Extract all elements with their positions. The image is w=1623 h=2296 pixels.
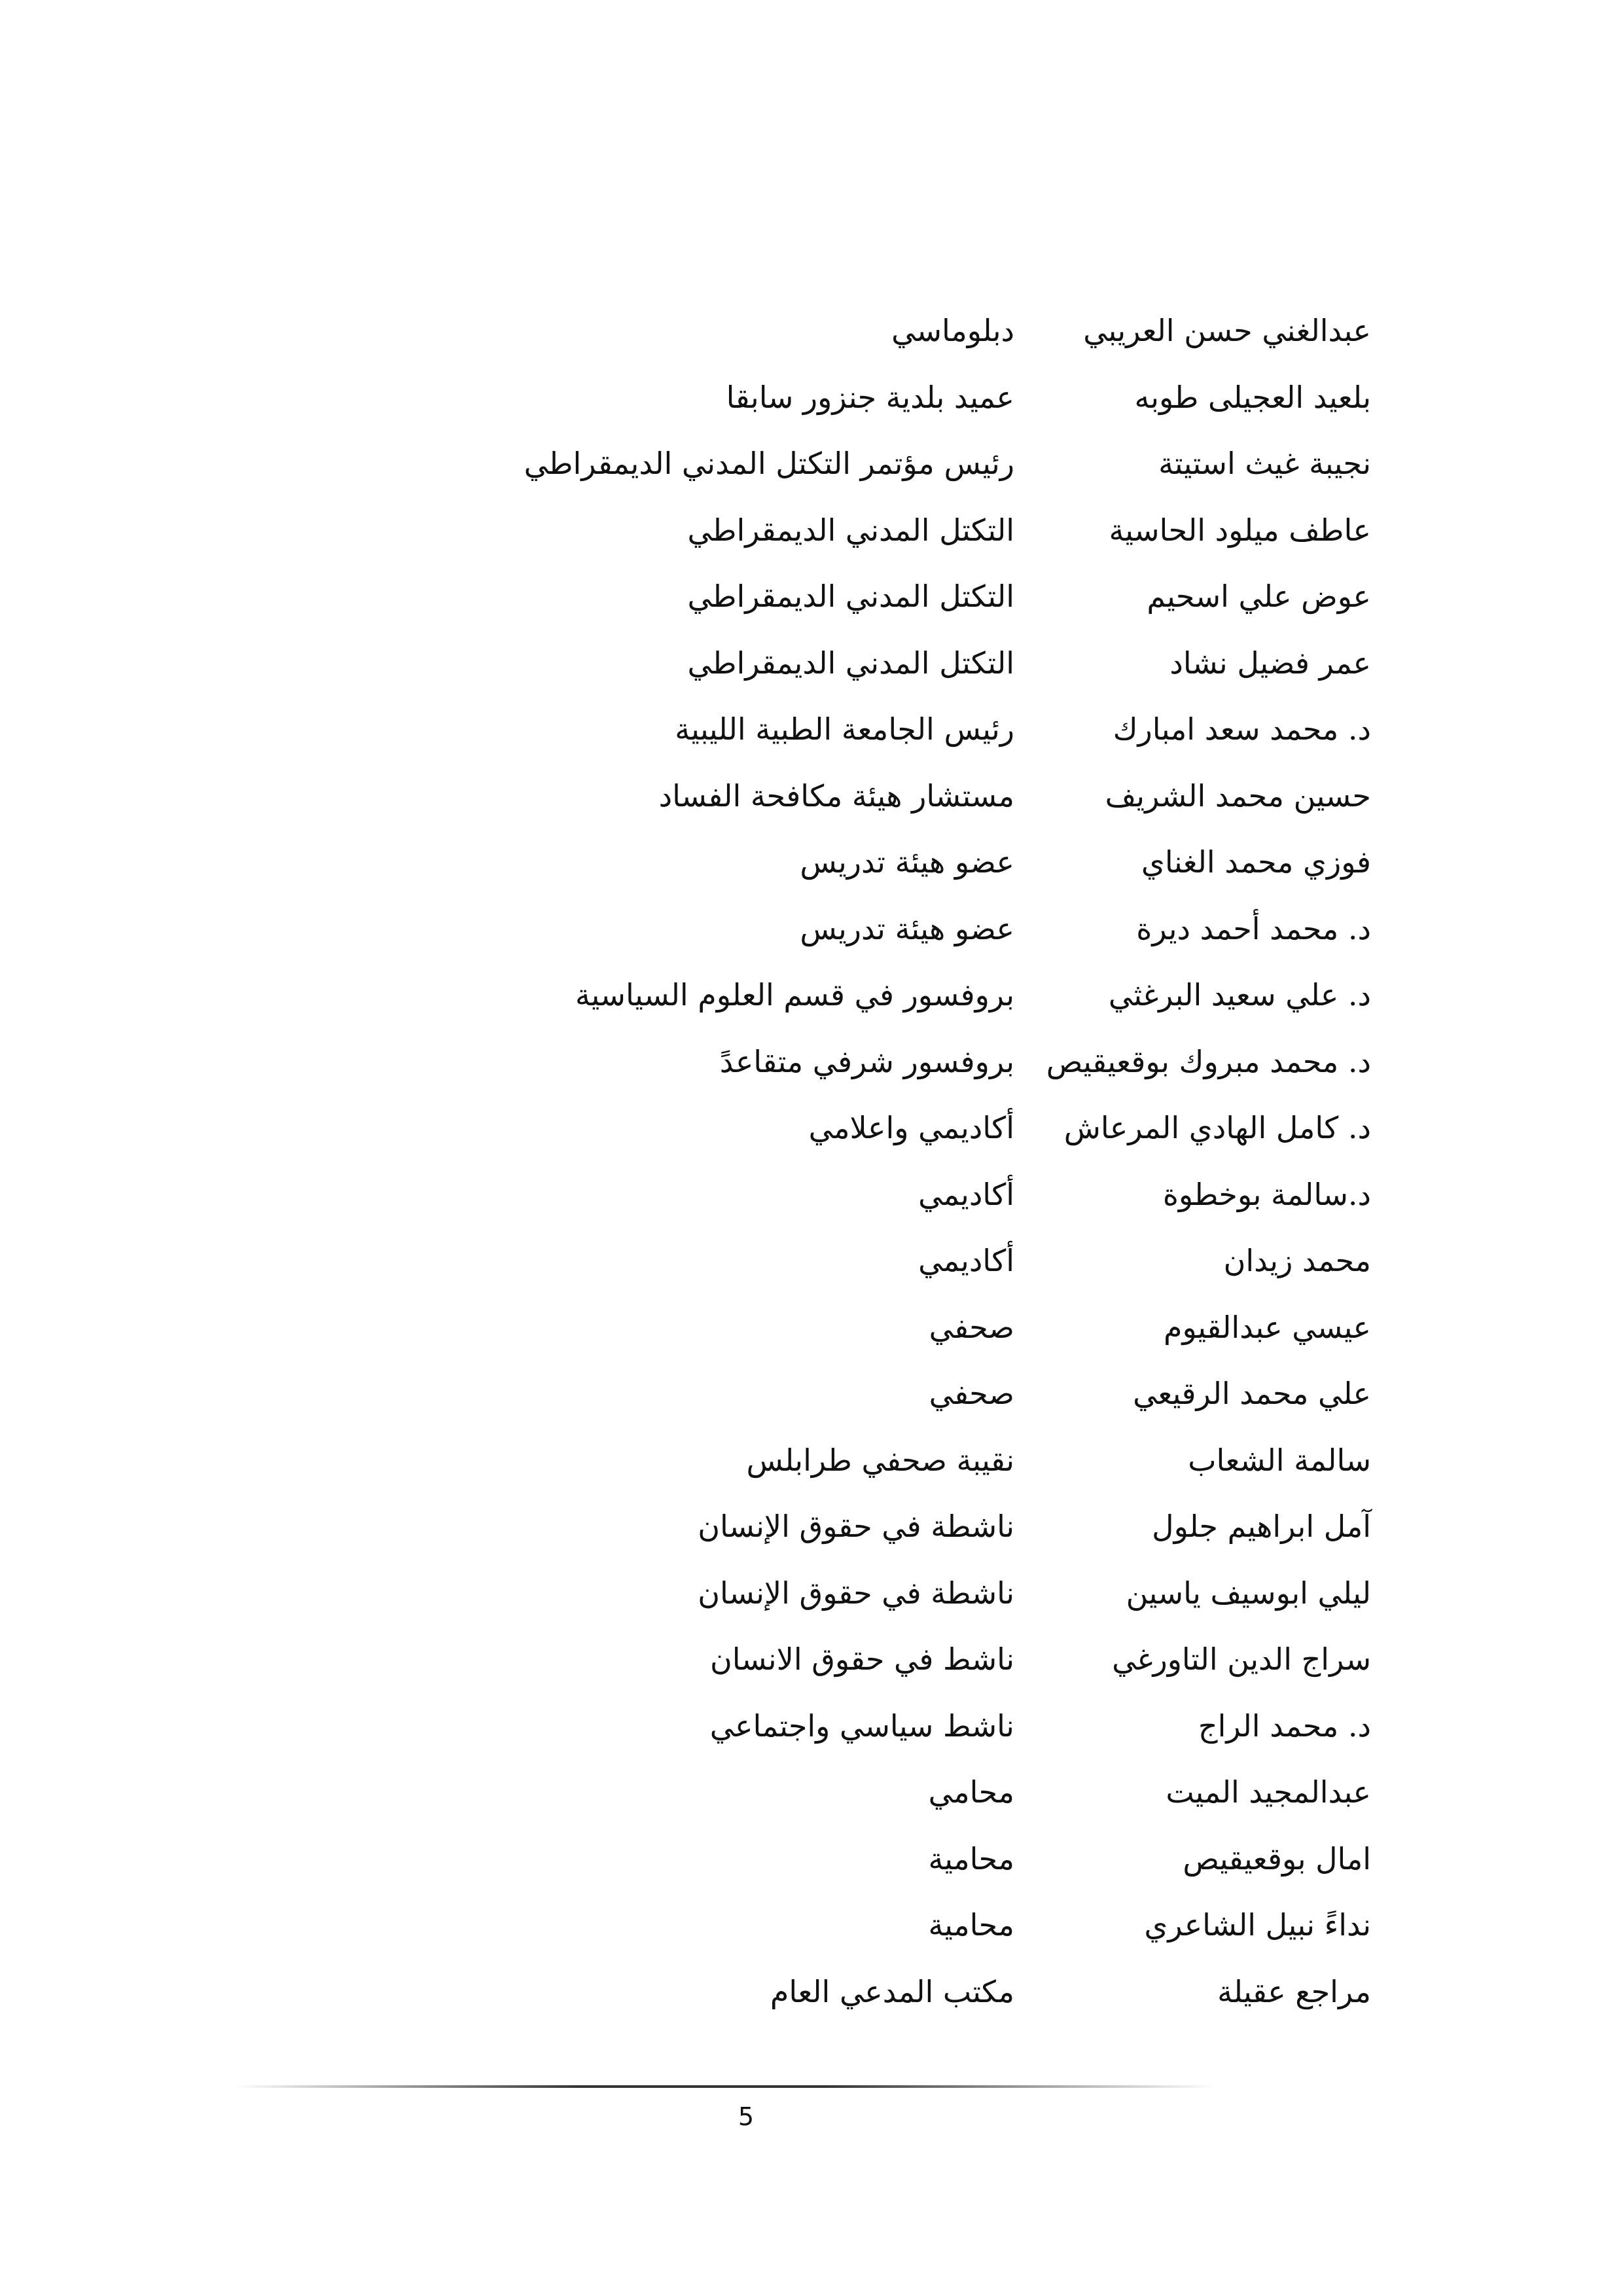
signatory-role: ناشط في حقوق الانسان [709,1641,1014,1677]
signatory-role: أكاديمي [918,1243,1014,1278]
signatory-name: عيسي عبدالقيوم [1164,1309,1371,1345]
signatory-name: امال بوقعيقيص [1183,1840,1371,1876]
signatory-name: مراجع عقيلة [1217,1973,1371,2009]
list-item [0,1636,1623,1703]
signatory-role: عميد بلدية جنزور سابقا [726,379,1014,415]
list-item [0,839,1623,906]
signatory-role: رئيس الجامعة الطبية الليبية [675,711,1014,747]
signatory-role: محامية [928,1907,1014,1943]
signatory-role: بروفسور في قسم العلوم السياسية [575,977,1014,1013]
list-item [0,573,1623,640]
signatory-role: التكتل المدني الديمقراطي [687,579,1014,614]
signatory-name: د. كامل الهادي المرعاش [1063,1110,1371,1145]
list-item [0,1238,1623,1304]
signatory-name: عبدالغني حسن العريبي [1083,313,1371,348]
signatory-name: سراج الدين التاورغي [1112,1641,1371,1677]
signatory-role: صحفي [929,1309,1014,1345]
list-item [0,374,1623,441]
signatory-role: صحفي [929,1376,1014,1411]
signatory-name: د.سالمة بوخطوة [1162,1176,1371,1212]
signatory-name: آمل ابراهيم جلول [1152,1509,1371,1544]
list-item [0,507,1623,574]
signatory-name: علي محمد الرقيعي [1133,1376,1371,1411]
signatory-role: مستشار هيئة مكافحة الفساد [658,778,1014,814]
list-item [0,1304,1623,1371]
list-item [0,440,1623,507]
list-item [0,1570,1623,1637]
signatory-role: بروفسور شرفي متقاعدً [719,1043,1014,1079]
signatory-name: عاطف ميلود الحاسية [1109,512,1371,548]
list-item [0,1503,1623,1570]
page-number: 5 [738,2102,755,2131]
list-item [0,1437,1623,1504]
signatory-role: عضو هيئة تدريس [800,844,1014,880]
list-item [0,906,1623,973]
signatory-role: ناشط سياسي واجتماعي [709,1708,1014,1744]
signatory-role: أكاديمي واعلامي [808,1110,1014,1145]
list-item [0,773,1623,840]
signatory-name: د. محمد الراج [1198,1708,1371,1744]
list-item [0,1172,1623,1238]
list-item [0,1703,1623,1770]
list-item [0,1769,1623,1836]
list-item [0,1902,1623,1969]
signatory-name: د. محمد سعد امبارك [1113,711,1371,747]
signatory-role: التكتل المدني الديمقراطي [687,512,1014,548]
signatory-role: التكتل المدني الديمقراطي [687,645,1014,681]
list-item [0,1371,1623,1437]
signatory-name: حسين محمد الشريف [1105,778,1371,814]
signatory-role: محامية [928,1840,1014,1876]
signatory-name: عوض علي اسحيم [1147,579,1371,614]
list-item [0,640,1623,707]
list-item [0,706,1623,773]
list-item [0,1105,1623,1172]
signatory-role: نقيبة صحفي طرابلس [746,1442,1014,1478]
signatory-role: ناشطة في حقوق الإنسان [698,1509,1014,1544]
signatory-name: نجيبة غيث استيتة [1158,446,1371,481]
signatory-name: ليلي ابوسيف ياسين [1126,1575,1371,1611]
signatory-role: عضو هيئة تدريس [800,910,1014,946]
signatory-role: دبلوماسي [891,313,1014,348]
signatory-role: ناشطة في حقوق الإنسان [698,1575,1014,1611]
list-item [0,308,1623,374]
signatory-name: د. محمد أحمد ديرة [1136,910,1371,946]
signatory-role: مكتب المدعي العام [770,1973,1014,2009]
signatory-name: بلعيد العجيلى طوبه [1134,379,1371,415]
footer-divider [236,2085,1217,2088]
list-item [0,1836,1623,1903]
signatory-name: سالمة الشعاب [1188,1442,1371,1478]
signatory-name: عمر فضيل نشاد [1169,645,1371,681]
list-item [0,1039,1623,1105]
list-item [0,972,1623,1039]
signatory-name: د. علي سعيد البرغثي [1108,977,1371,1013]
signatory-role: محامي [928,1774,1014,1810]
signatory-name: عبدالمجيد الميت [1166,1774,1371,1810]
signatory-name: محمد زيدان [1223,1243,1371,1278]
list-item [0,1969,1623,2036]
signatories-list [0,308,1623,2035]
signatory-role: أكاديمي [918,1176,1014,1212]
signatory-name: د. محمد مبروك بوقعيقيص [1046,1043,1371,1079]
signatory-name: نداءً نبيل الشاعري [1144,1907,1371,1943]
signatory-name: فوزي محمد الغناي [1141,844,1371,880]
signatory-role: رئيس مؤتمر التكتل المدني الديمقراطي [524,446,1014,481]
